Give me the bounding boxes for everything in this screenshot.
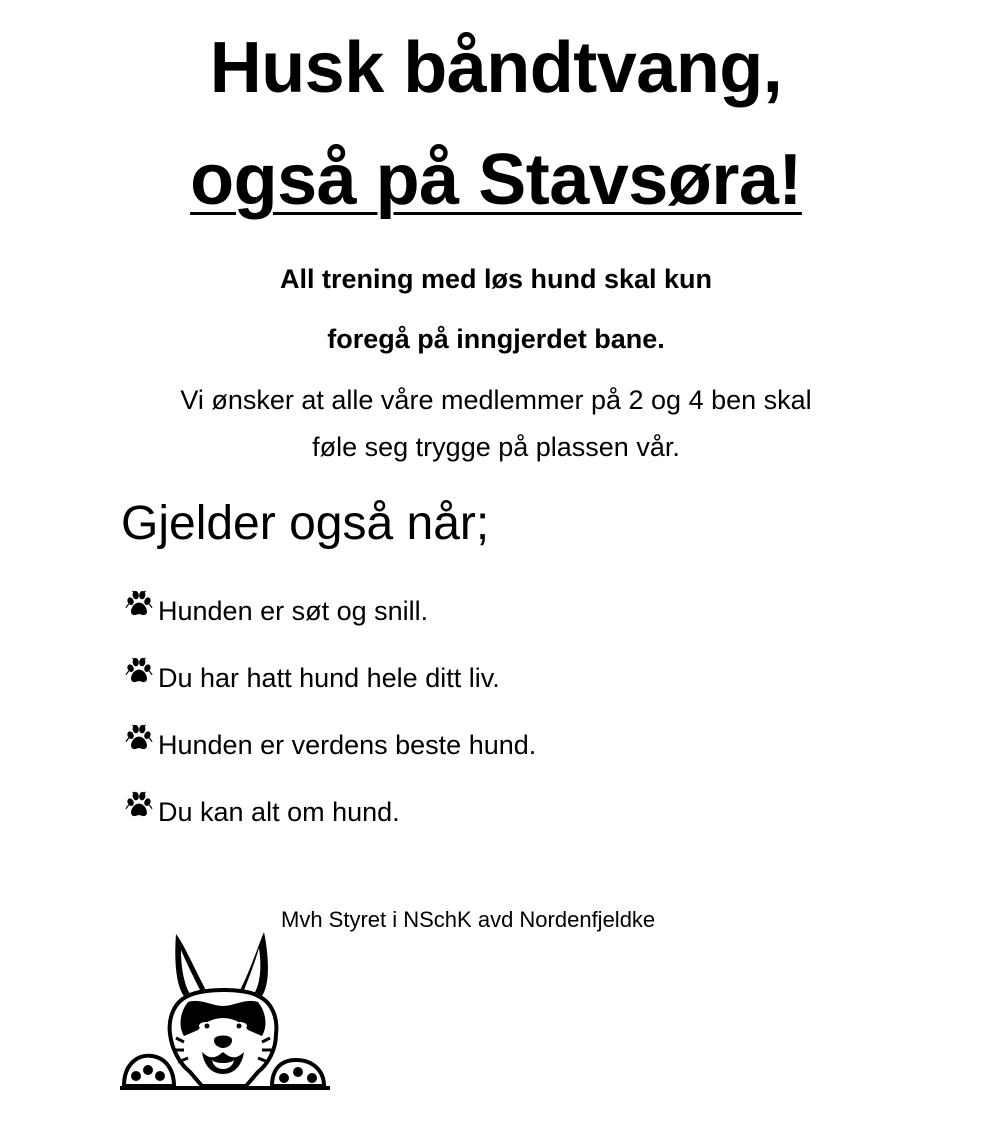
subheading: Gjelder også når; <box>121 497 490 550</box>
list-item <box>124 788 536 855</box>
list-item <box>124 654 536 721</box>
poster-title-line2-text: også på Stavsøra! <box>190 140 802 220</box>
poster-title-line2 <box>0 140 992 220</box>
list-item-text: Du kan alt om hund. <box>158 797 400 827</box>
list-item-text: Du har hatt hund hele ditt liv. <box>158 663 500 693</box>
body-text-line2: føle seg trygge på plassen vår. <box>312 432 680 462</box>
list-item <box>124 721 536 788</box>
rule-line-2: foregå på inngjerdet bane. <box>327 324 665 354</box>
paw-icon <box>124 790 154 820</box>
list-item <box>124 587 536 654</box>
german-shepherd-dog-illustration <box>118 922 332 1094</box>
paw-icon <box>124 656 154 686</box>
paw-icon <box>124 723 154 753</box>
condition-list <box>124 587 536 855</box>
poster-title-line1: Husk båndtvang, <box>209 28 783 108</box>
body-text-line1: Vi ønsker at alle våre medlemmer på 2 og 4 ben skal <box>180 385 812 415</box>
list-item-text: Hunden er søt og snill. <box>158 596 429 626</box>
body-text <box>0 377 992 471</box>
rule-line-1: All trening med løs hund skal kun <box>279 264 713 294</box>
list-item-text: Hunden er verdens beste hund. <box>158 730 537 760</box>
paw-icon <box>124 589 154 619</box>
signature: Mvh Styret i NSchK avd Nordenfjeldke <box>281 907 656 932</box>
